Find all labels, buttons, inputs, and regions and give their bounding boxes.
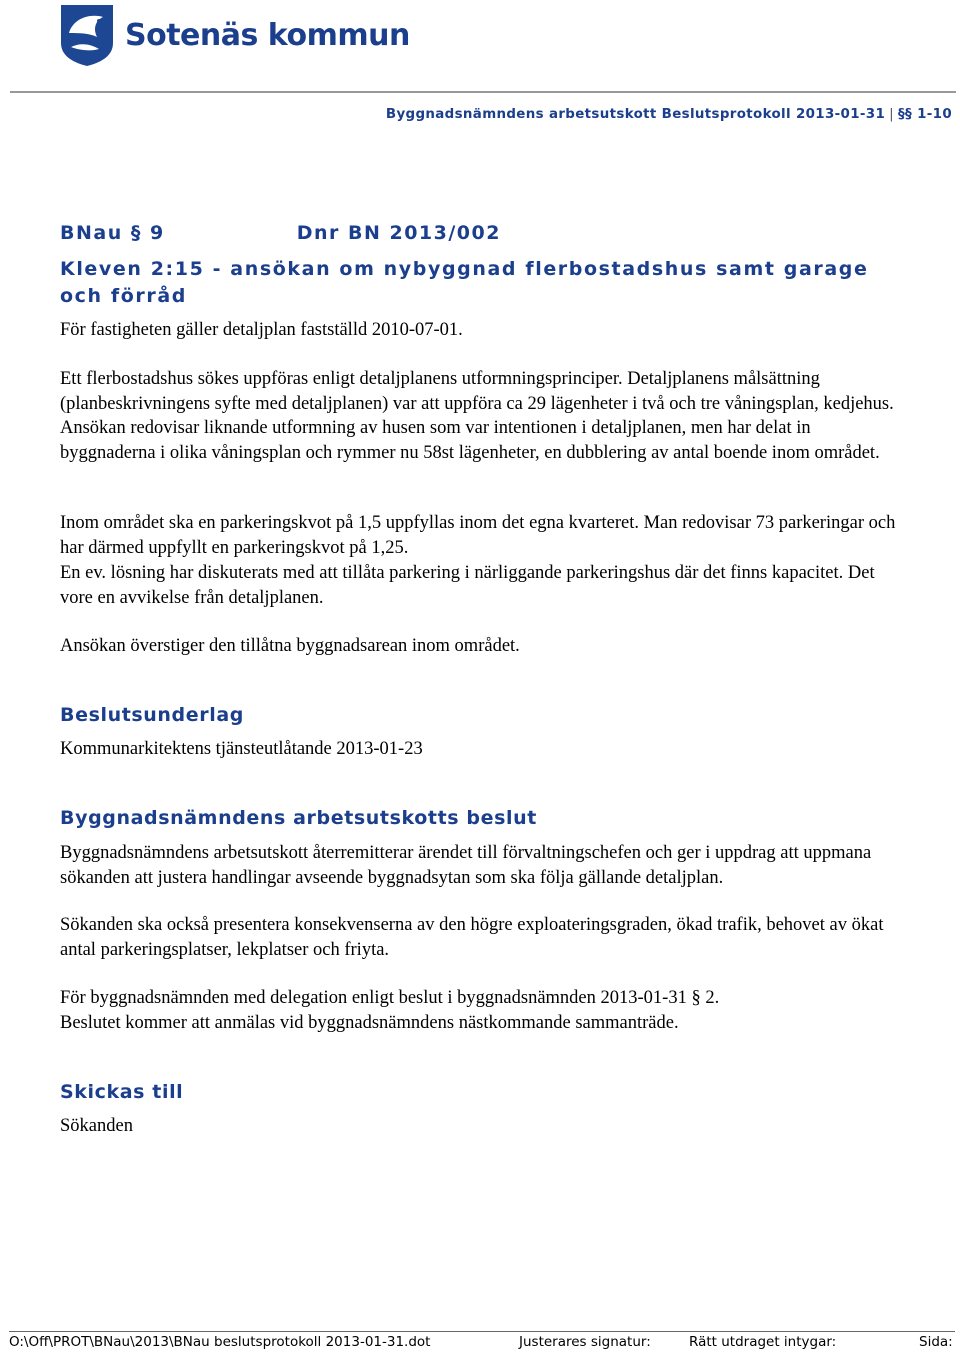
header-divider [10, 91, 956, 93]
body-paragraph: Ett flerbostadshus sökes uppföras enligt detaljplanens utformningsprinciper. Detaljplanens målsättning (planbeskrivningens syfte med detaljplanen) var att uppföra ca 29 lägenheter i två och tre våningsplan, kedjehus. Ansökan redovisar liknande utformning av husen som var intentionen i detaljplanen, men har delat in byggnaderna i olika våningsplan och rymmer nu 58st lägenheter, en dubblering av antal boende inom området. [60, 369, 894, 463]
document-header: Byggnadsnämndens arbetsutskott Beslutsprotokoll 2013-01-31 | §§ 1-10 [385, 107, 952, 122]
body-paragraph: En ev. lösning har diskuterats med att tillåta parkering i närliggande parkeringshus där det finns kapacitet. Det vore en avvikelse från detaljplanen. [60, 563, 875, 608]
send-to-heading: Skickas till [60, 1081, 184, 1103]
decision-paragraph: Byggnadsnämndens arbetsutskott återremitterar ärendet till förvaltningschefen och ger i uppdrag att uppmana sökanden att justera handlingar avseende byggnadsytan som ska följa gällande detaljplan. [60, 843, 872, 888]
header-date: 2013-01-31 [795, 107, 886, 122]
body-paragraph: Inom området ska en parkeringskvot på 1,5 uppfyllas inom det egna kvarteret. Man redovisar 73 parkeringar och har därmed uppfyllt en parkeringskvot på 1,25. [60, 513, 896, 558]
footer-file-path: O:\Off\PROT\BNau\2013\BNau beslutsprotokoll 2013-01-31.dot [9, 1334, 431, 1350]
logo-text: Sotenäs kommun [125, 17, 410, 53]
body-paragraph: Ansökan överstiger den tillåtna byggnadsarean inom området. [60, 636, 520, 656]
decision-paragraph: För byggnadsnämnden med delegation enligt beslut i byggnadsnämnden 2013-01-31 § 2. [60, 988, 720, 1008]
page-footer [9, 1331, 955, 1350]
body-paragraph: För fastigheten gäller detaljplan fastställd 2010-07-01. [60, 320, 463, 340]
footer-page-label: Sida: [919, 1334, 953, 1350]
case-dnr: Dnr BN 2013/002 [296, 222, 501, 244]
beslutsunderlag-text: Kommunarkitektens tjänsteutlåtande 2013-01-23 [60, 739, 423, 759]
header-body: Byggnadsnämndens arbetsutskott [385, 107, 657, 122]
footer-signature-label: Justerares signatur: [519, 1334, 651, 1350]
municipality-logo [59, 2, 410, 68]
decision-paragraph: Sökanden ska också presentera konsekvenserna av den högre exploateringsgraden, ökad trafik, behovet av ökat antal parkeringsplatser, lekplatser och friyta. [60, 915, 884, 960]
header-doc-type: Beslutsprotokoll [661, 107, 791, 122]
decision-paragraph: Beslutet kommer att anmälas vid byggnadsnämndens nästkommande sammanträde. [60, 1013, 679, 1033]
beslutsunderlag-heading: Beslutsunderlag [60, 704, 244, 726]
case-reference [60, 222, 501, 244]
case-number: BNau § 9 [60, 222, 165, 244]
coat-of-arms-icon [59, 3, 115, 67]
decision-heading: Byggnadsnämndens arbetsutskotts beslut [60, 807, 537, 829]
send-to-text: Sökanden [60, 1116, 133, 1136]
header-paragraphs: §§ 1-10 [897, 107, 952, 122]
footer-extract-label: Rätt utdraget intygar: [689, 1334, 837, 1350]
case-title: Kleven 2:15 - ansökan om nybyggnad flerbostadshus samt garage och förråd [60, 258, 869, 307]
